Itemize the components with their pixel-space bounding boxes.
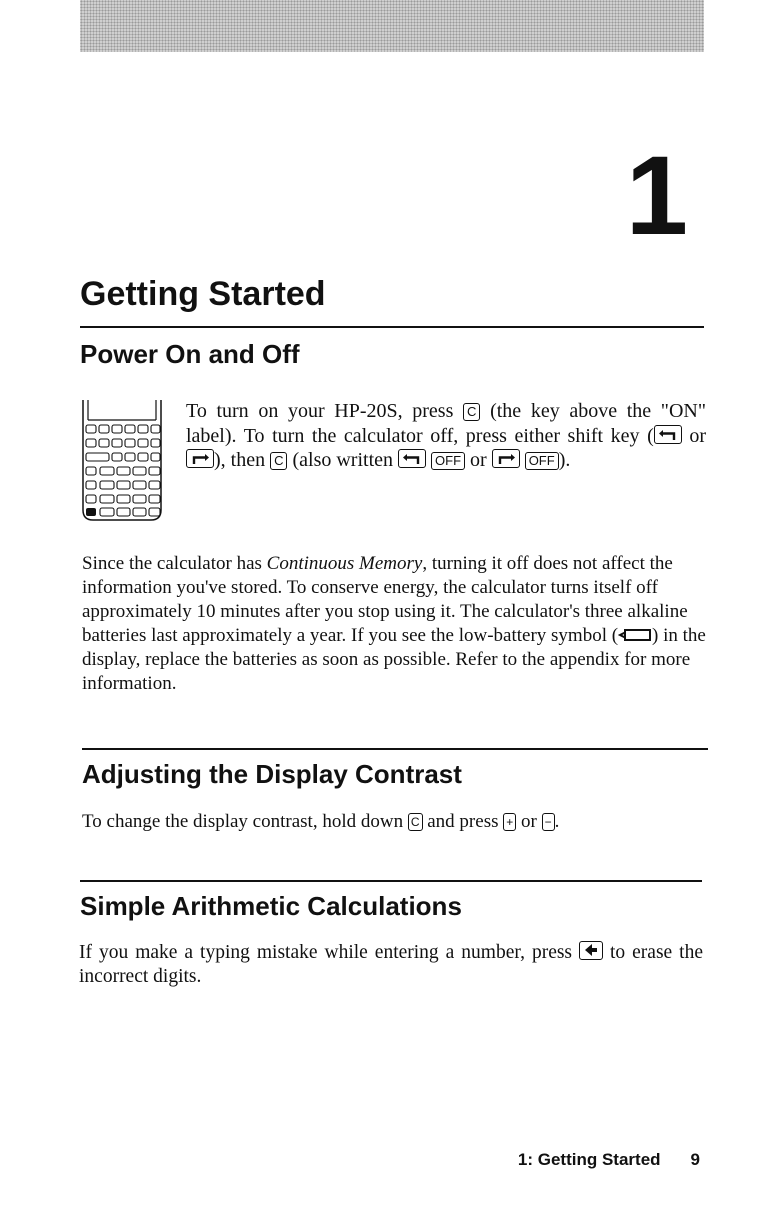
- key-plus: +: [503, 813, 516, 831]
- left-shift-arrow-icon: [654, 425, 682, 444]
- key-c: C: [463, 403, 480, 421]
- chapter-title: Getting Started: [80, 275, 326, 313]
- key-c: C: [408, 813, 423, 831]
- right-shift-arrow-icon: [492, 449, 520, 468]
- key-minus: −: [542, 813, 555, 831]
- chapter-number: 1: [625, 133, 688, 258]
- arithmetic-paragraph: If you make a typing mistake while entering a number, press to erase the incorrect digits.: [79, 942, 703, 987]
- section-divider: [82, 748, 708, 750]
- backspace-arrow-icon: [579, 941, 603, 960]
- section-divider: [80, 326, 704, 328]
- section-title-contrast: Adjusting the Display Contrast: [82, 759, 462, 789]
- key-off: OFF: [431, 452, 465, 470]
- low-battery-icon: [618, 628, 652, 642]
- left-shift-arrow-icon: [398, 449, 426, 468]
- page-footer: [518, 1150, 700, 1170]
- section-title-arithmetic: Simple Arithmetic Calculations: [80, 891, 462, 921]
- section-title-power: Power On and Off: [80, 339, 300, 369]
- power-paragraph-1: To turn on your HP-20S, press C (the key above the "ON" label). To turn the calculator off, press either shift key ( or ), then C (also written OFF or OFF ).: [186, 400, 707, 471]
- page-number: 9: [690, 1150, 700, 1169]
- right-shift-arrow-icon: [186, 449, 214, 468]
- section-divider: [80, 880, 702, 882]
- contrast-paragraph: To change the display contrast, hold down C and press + or − .: [82, 811, 560, 832]
- header-band: [80, 0, 704, 52]
- key-off: OFF: [525, 452, 559, 470]
- calculator-keyboard-icon: [80, 398, 164, 522]
- footer-chapter-ref: 1: Getting Started: [517, 1150, 661, 1169]
- key-c: C: [270, 452, 287, 470]
- continuous-memory-term: Continuous Memory: [266, 553, 423, 574]
- power-paragraph-2: Since the calculator has Continuous Memory, turning it off does not affect the information you've stored. To conserve energy, the calculator turns itself off approximately 10 minutes after you stop using it. The calculator's three alkaline batteries last approximately a year. If you see the low-battery symbol ( ) in the display, replace the batteries as soon as possible. Refer to the appendix for more information.: [82, 553, 706, 694]
